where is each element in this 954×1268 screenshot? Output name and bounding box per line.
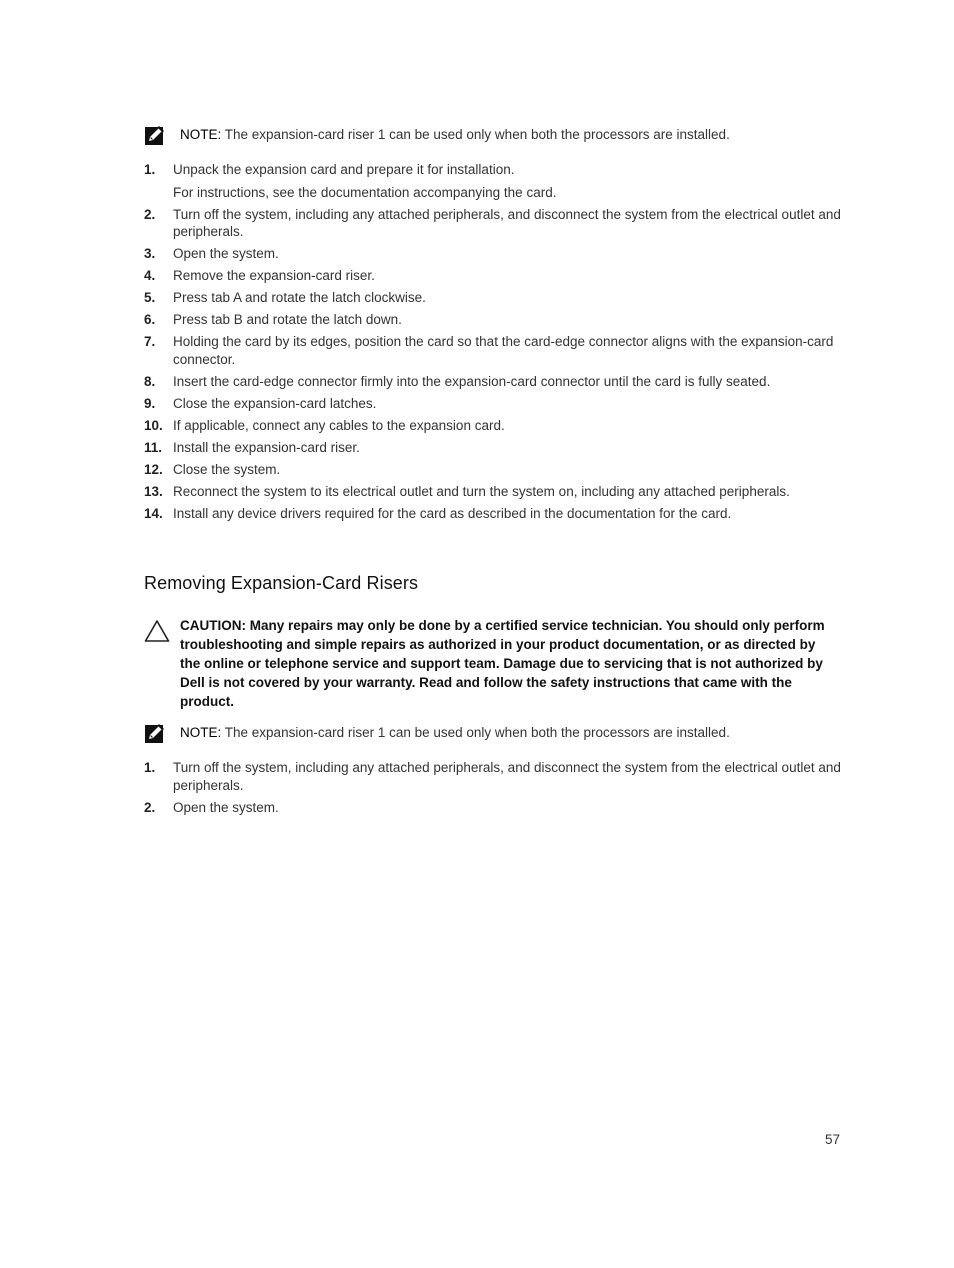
list-item [144, 395, 844, 413]
step-text: Open the system. [173, 246, 279, 261]
step-number: 8. [144, 373, 156, 389]
list-item [144, 759, 844, 794]
step-text: Install any device drivers required for the card as described in the documentation for the card. [173, 505, 732, 521]
step-number: 1. [144, 760, 156, 775]
list-item [144, 161, 844, 201]
note-pencil-icon [144, 124, 166, 146]
step-number: 12. [144, 461, 163, 477]
step-text: Close the system. [173, 461, 281, 477]
step-text: Press tab B and rotate the latch down. [173, 312, 402, 327]
note-label: NOTE: [180, 725, 222, 740]
step-number: 2. [144, 799, 156, 815]
list-item [144, 483, 844, 501]
step-number: 10. [144, 417, 163, 433]
step-number: 9. [144, 395, 156, 411]
step-text: Press tab A and rotate the latch clockwise. [173, 290, 426, 305]
step-number: 4. [144, 268, 156, 283]
step-text: Insert the card-edge connector firmly into the expansion-card connector until the card is fully seated. [173, 373, 771, 389]
step-number: 7. [144, 334, 156, 349]
step-number: 13. [144, 483, 163, 499]
caution-text: CAUTION: Many repairs may only be done by a certified service technician. You should only perform troubleshooting and simple repairs as authorized in your product documentation, or as directed by the online or telephone service and support team. Damage due to servicing that is not authorized by Dell is not covered by your warranty. Read and follow the safety instructions that came with the product. [180, 618, 825, 709]
step-number: 5. [144, 290, 156, 305]
note-body: The expansion-card riser 1 can be used only when both the processors are installed. [224, 725, 730, 740]
step-text: Turn off the system, including any attached peripherals, and disconnect the system from the electrical outlet and peripherals. [173, 206, 841, 239]
caution-triangle-icon [144, 619, 170, 643]
step-text: Reconnect the system to its electrical outlet and turn the system on, including any attached peripherals. [173, 483, 790, 499]
note-label: NOTE: [180, 127, 222, 142]
step-text: Close the expansion-card latches. [173, 395, 377, 411]
step-number: 3. [144, 246, 156, 261]
step-text: Install the expansion-card riser. [173, 439, 360, 455]
note-text [180, 126, 840, 143]
note-pencil-icon [144, 722, 166, 744]
installation-steps-list [144, 161, 844, 527]
step-text: Open the system. [173, 799, 279, 815]
section-heading: Removing Expansion-Card Risers [144, 573, 419, 593]
step-text: Holding the card by its edges, position the card so that the card-edge connector aligns with the expansion-card connector. [173, 334, 834, 367]
step-number: 6. [144, 312, 156, 327]
page-number: 57 [824, 1132, 840, 1147]
list-item [144, 799, 844, 817]
list-item [144, 461, 844, 479]
step-text: Remove the expansion-card riser. [173, 268, 375, 283]
list-item [144, 267, 844, 285]
list-item [144, 245, 844, 263]
note-body: The expansion-card riser 1 can be used only when both the processors are installed. [224, 127, 730, 142]
step-text: Unpack the expansion card and prepare it for installation. [173, 162, 515, 177]
list-item [144, 311, 844, 329]
list-item [144, 333, 844, 368]
list-item [144, 373, 844, 391]
list-item [144, 289, 844, 307]
list-item [144, 417, 844, 435]
list-item [144, 439, 844, 457]
step-number: 1. [144, 162, 156, 177]
removal-steps-list [144, 759, 844, 821]
list-item [144, 505, 844, 523]
step-number: 14. [144, 505, 163, 521]
step-number: 11. [144, 439, 163, 455]
step-number: 2. [144, 206, 156, 222]
step-subtext: For instructions, see the documentation accompanying the card. [173, 184, 557, 200]
note-text [180, 724, 840, 741]
step-text: Turn off the system, including any attached peripherals, and disconnect the system from the electrical outlet and peripherals. [173, 760, 841, 793]
list-item [144, 206, 844, 241]
step-text: If applicable, connect any cables to the expansion card. [173, 417, 505, 433]
